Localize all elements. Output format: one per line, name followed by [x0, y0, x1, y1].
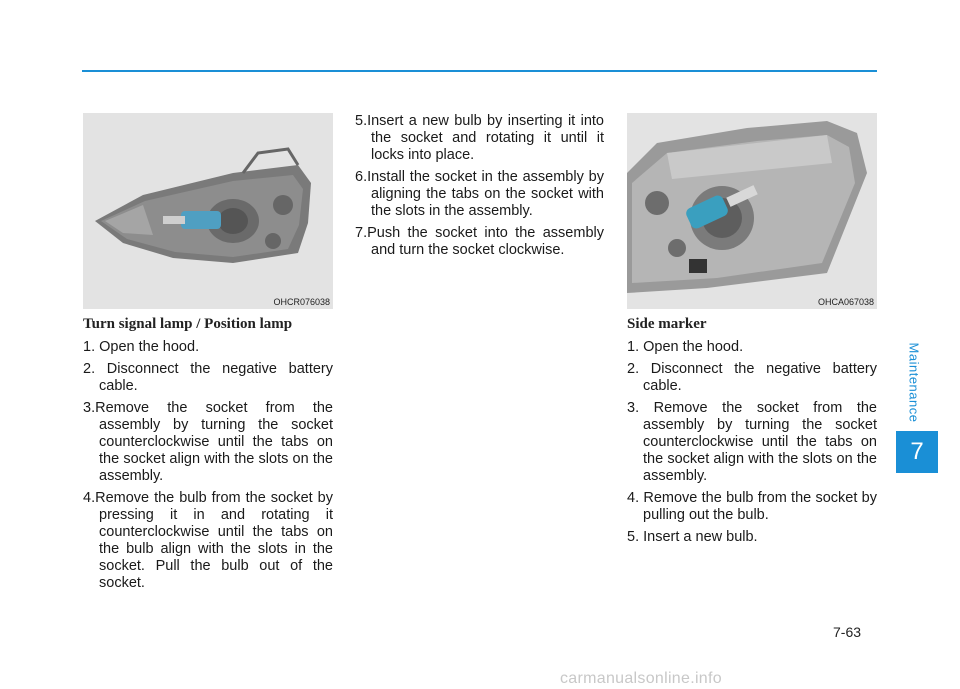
top-rule: [82, 70, 877, 72]
step-item: 3. Remove the socket from the assembly by turning the socket counterclockwise until the tabs on the socket align with the slots on the assembly.: [627, 400, 877, 484]
page-number: 7-63: [833, 624, 862, 640]
chapter-side-tab: [901, 340, 927, 425]
step-item: 2. Disconnect the negative battery cable.: [83, 361, 333, 394]
watermark[interactable]: carmanualsonline.info: [560, 670, 722, 687]
step-item: 3.Remove the socket from the assembly by turning the socket counterclockwise until the tabs on the socket align with the slots on the assembly.: [83, 400, 333, 484]
step-item: 6.Install the socket in the assembly by aligning the tabs on the socket with the slots in the assembly.: [355, 169, 604, 219]
section-heading: Side marker: [627, 316, 707, 332]
side-marker-figure: [627, 113, 877, 309]
left-column: [83, 316, 333, 597]
step-item: 1. Open the hood.: [627, 339, 744, 355]
step-item: 5. Insert a new bulb.: [627, 529, 758, 545]
step-item: 1. Open the hood.: [83, 339, 200, 355]
section-heading: Turn signal lamp / Position lamp: [83, 316, 293, 332]
figure-code: OHCR076038: [273, 297, 330, 307]
step-item: 7.Push the socket into the assembly and turn the socket clockwise.: [355, 225, 604, 258]
middle-column: [355, 113, 604, 264]
chapter-label: Maintenance: [906, 342, 922, 423]
headlamp-illustration: [83, 113, 333, 309]
step-item: 4.Remove the bulb from the socket by pressing it in and rotating it counterclockwise until the tabs on the bulb align with the slots in the socket. Pull the bulb out of the socket.: [83, 490, 333, 591]
side-marker-illustration: [627, 113, 877, 309]
step-item: 2. Disconnect the negative battery cable.: [627, 361, 877, 394]
step-item: 5.Insert a new bulb by inserting it into the socket and rotating it until it locks into place.: [355, 113, 604, 163]
headlamp-figure-left: [83, 113, 333, 309]
chapter-number-badge: 7: [896, 431, 938, 473]
figure-code: OHCA067038: [817, 297, 874, 307]
right-column: [627, 316, 877, 551]
step-item: 4. Remove the bulb from the socket by pulling out the bulb.: [627, 490, 877, 523]
